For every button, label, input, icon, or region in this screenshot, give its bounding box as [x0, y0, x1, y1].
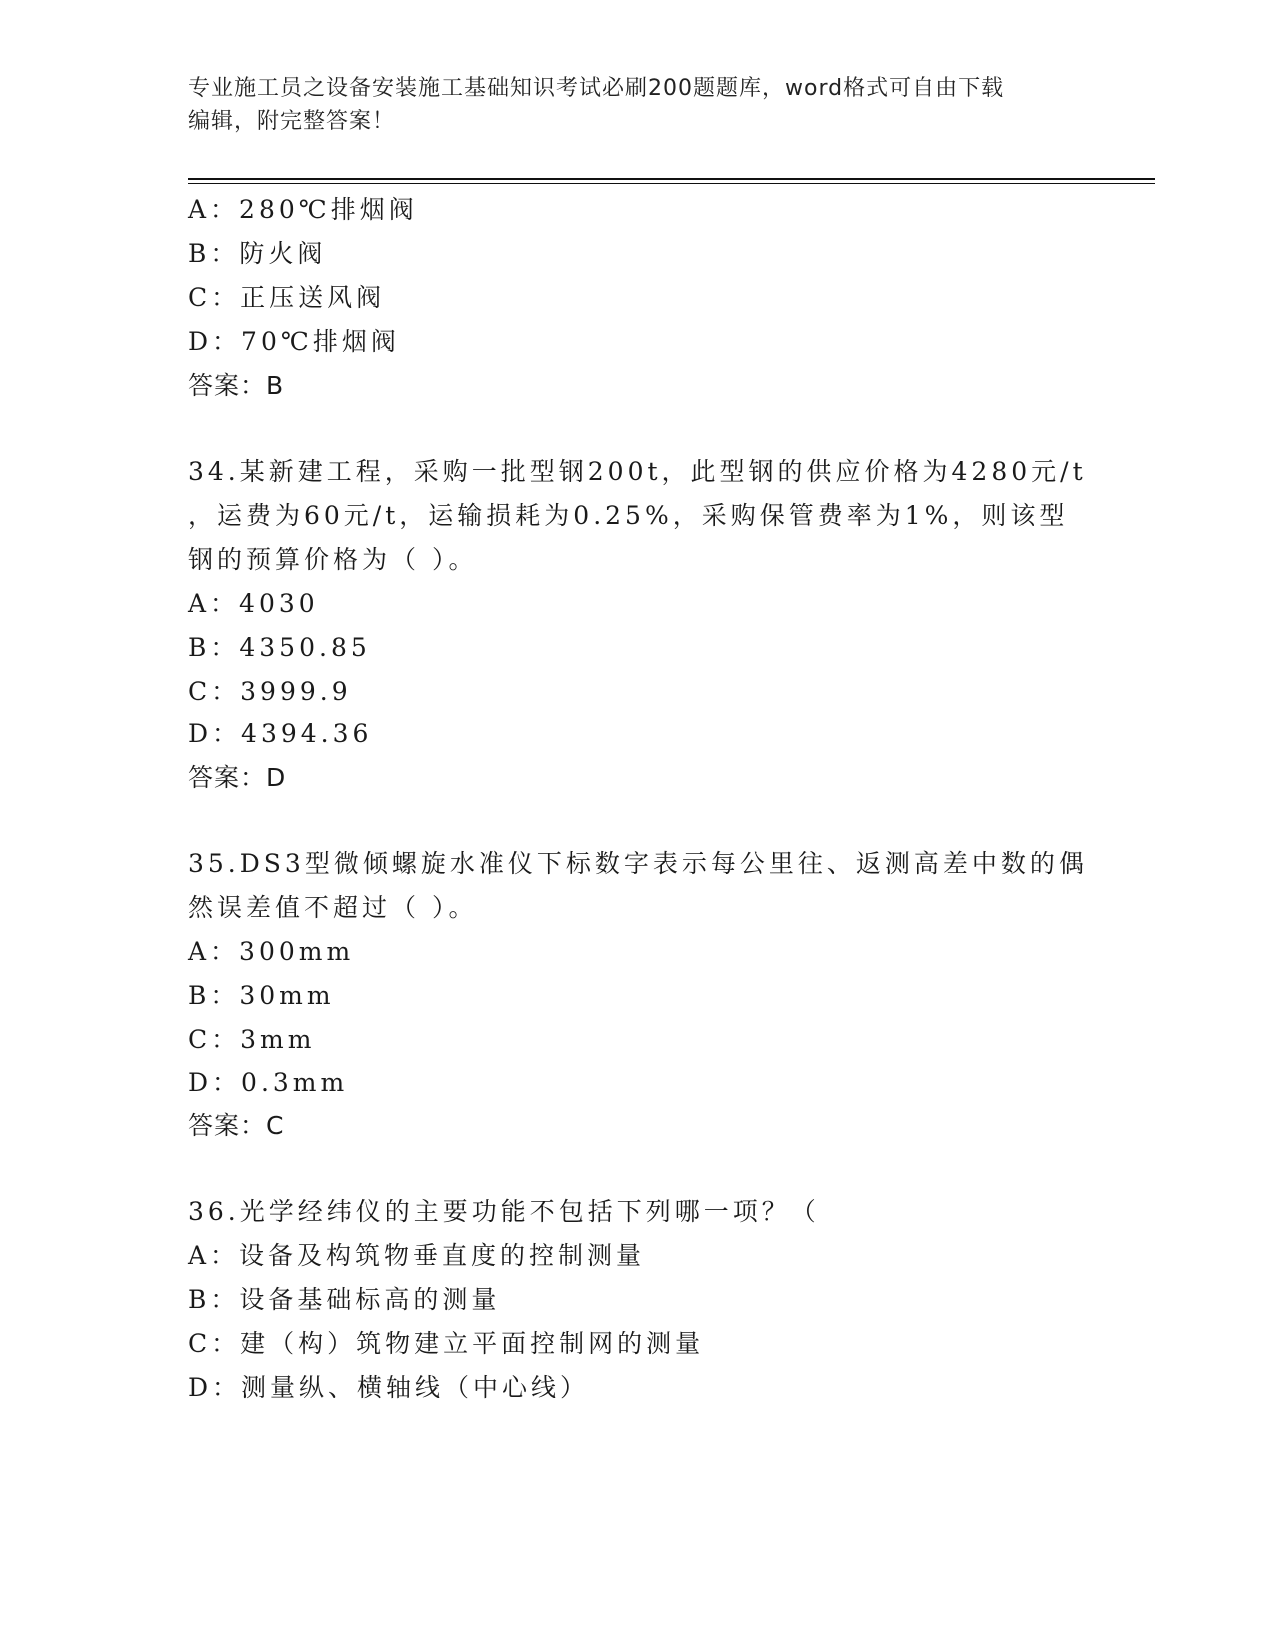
q34-answer: 答案：D — [188, 763, 287, 792]
q36-option-b: B：设备基础标高的测量 — [188, 1285, 501, 1314]
q36-stem-line-1: 36.光学经纬仪的主要功能不包括下列哪一项？（ — [188, 1197, 820, 1226]
q36-option-c: C：建（构）筑物建立平面控制网的测量 — [188, 1329, 705, 1358]
q34-option-c: C：3999.9 — [188, 677, 352, 706]
document-header — [188, 72, 1088, 138]
q34-stem-line-2: ，运费为60元/t，运输损耗为0.25%，采购保管费率为1%，则该型 — [188, 501, 1069, 530]
q36-option-a: A：设备及构筑物垂直度的控制测量 — [188, 1241, 646, 1270]
header-divider-thick — [188, 178, 1155, 180]
q33-option-b: B：防火阀 — [188, 239, 327, 268]
q34-stem-line-1: 34.某新建工程，采购一批型钢200t，此型钢的供应价格为4280元/t — [188, 457, 1087, 486]
q34-stem-line-3: 钢的预算价格为（ ）。 — [188, 545, 478, 574]
q35-option-a: A：300mm — [188, 937, 355, 966]
q33-option-d: D：70℃排烟阀 — [188, 327, 400, 356]
q35-option-d: D：0.3mm — [188, 1068, 349, 1097]
q35-option-c: C：3mm — [188, 1025, 316, 1054]
q33-option-a: A：280℃排烟阀 — [188, 195, 418, 224]
header-line-1: 专业施工员之设备安装施工基础知识考试必刷200题题库，word格式可自由下载 — [188, 76, 1005, 101]
q35-option-b: B：30mm — [188, 981, 335, 1010]
header-divider-thin — [188, 183, 1155, 184]
header-line-2: 编辑，附完整答案！ — [188, 109, 396, 134]
q35-answer: 答案：C — [188, 1111, 285, 1140]
q35-stem-line-1: 35.DS3型微倾螺旋水准仪下标数字表示每公里往、返测高差中数的偶 — [188, 849, 1088, 878]
q34-option-a: A：4030 — [188, 589, 319, 618]
q33-option-c: C：正压送风阀 — [188, 283, 386, 312]
q33-answer: 答案：B — [188, 371, 285, 400]
q35-stem-line-2: 然误差值不超过（ ）。 — [188, 893, 478, 922]
q36-option-d: D：测量纵、横轴线（中心线） — [188, 1373, 590, 1402]
q34-option-b: B：4350.85 — [188, 633, 371, 662]
q34-option-d: D：4394.36 — [188, 719, 373, 748]
